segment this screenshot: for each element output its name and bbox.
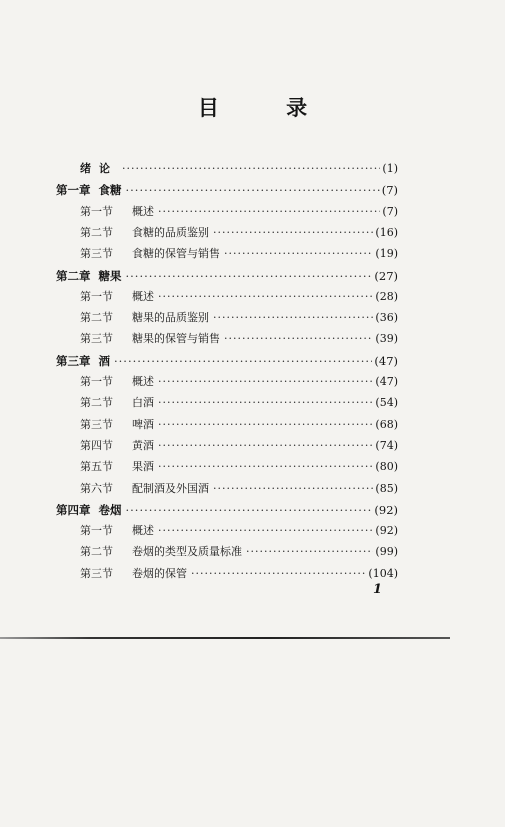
toc-entry-page: (7) — [382, 204, 398, 218]
leader-dots — [224, 330, 373, 348]
page-title: 目 录 — [197, 96, 338, 120]
leader-dots — [114, 352, 372, 370]
leader-dots — [191, 565, 366, 583]
toc-entry-page: (47) — [375, 375, 398, 388]
toc-entry-page: (99) — [375, 545, 398, 559]
toc-entry-title: 酒 — [98, 353, 110, 368]
leader-dots — [158, 394, 373, 412]
leader-dots — [246, 543, 373, 561]
toc-entry-page: (92) — [374, 502, 398, 517]
leader-dots — [126, 181, 380, 199]
toc-entry-label: 第四节 — [80, 438, 113, 452]
toc-entry-label: 第二章 — [56, 268, 91, 283]
toc-entry-page: (27) — [374, 268, 398, 283]
toc-entry — [80, 458, 398, 476]
toc-entry-title: 卷烟的类型及质量标准 — [132, 545, 242, 559]
leader-dots — [158, 437, 373, 455]
toc-entry-label: 第三节 — [80, 247, 113, 261]
toc-entry — [80, 203, 398, 221]
toc-entry-title: 概述 — [132, 524, 154, 538]
toc-entry-label: 第六节 — [80, 481, 113, 495]
toc-entry — [56, 501, 398, 519]
toc-entry-title: 食糖 — [98, 183, 122, 198]
leader-dots — [158, 288, 373, 306]
toc-entry-label: 第一节 — [80, 524, 113, 538]
toc-entry-label: 第二节 — [80, 545, 113, 559]
toc-entry-label: 第一节 — [80, 289, 113, 303]
toc-entry-page: (39) — [375, 332, 398, 346]
toc-entry-title: 配制酒及外国酒 — [132, 481, 209, 495]
toc-entry-title: 概述 — [132, 289, 154, 303]
toc-entry-label: 第一章 — [56, 183, 91, 198]
toc-entry — [80, 288, 398, 306]
leader-dots — [158, 373, 373, 391]
toc-entry-page: (54) — [375, 396, 398, 410]
toc-entry-label: 第三章 — [56, 353, 91, 368]
toc-entry-title: 概述 — [132, 204, 154, 218]
toc-entry-page: (47) — [374, 353, 398, 368]
toc-entry — [80, 373, 398, 391]
toc-entry-page: (85) — [375, 481, 398, 495]
toc-entry — [80, 543, 398, 561]
toc-entry-page: (74) — [375, 438, 398, 452]
toc-entry-title: 黄酒 — [132, 438, 154, 452]
toc-entry-title: 糖果的品质鉴别 — [132, 311, 209, 325]
leader-dots — [213, 224, 373, 242]
toc-entry-title: 果酒 — [132, 460, 154, 474]
toc-entry — [80, 565, 398, 583]
toc-entry-label: 第二节 — [80, 396, 113, 410]
toc-entry-page: (1) — [382, 162, 398, 175]
toc-entry-title: 概述 — [132, 375, 154, 388]
toc-entry — [80, 522, 398, 540]
toc-entry-label: 第三节 — [80, 417, 113, 431]
leader-dots — [224, 245, 373, 263]
toc-entry — [80, 437, 398, 455]
toc-entry-title: 啤酒 — [132, 417, 154, 431]
toc-entry-title: 卷烟的保管 — [132, 566, 187, 580]
bottom-rule — [0, 637, 450, 639]
toc-entry-title: 卷烟 — [98, 502, 122, 517]
leader-dots — [213, 309, 373, 327]
toc-entry-page: (16) — [375, 225, 398, 239]
toc-entry — [80, 309, 398, 327]
leader-dots — [126, 501, 373, 519]
toc-entry-label: 第一节 — [80, 375, 113, 388]
toc-entry-page: (36) — [375, 311, 398, 325]
toc-entry-label: 绪论 — [80, 162, 118, 175]
toc-entry — [56, 181, 398, 199]
toc-entry-page: (28) — [375, 289, 398, 303]
toc-entry — [80, 394, 398, 412]
toc-entry-label: 第四章 — [56, 502, 91, 517]
toc-entry — [56, 267, 398, 285]
toc-entry — [56, 352, 398, 370]
toc-entry — [80, 330, 398, 348]
toc-entry-title: 食糖的保管与销售 — [132, 247, 220, 261]
leader-dots — [126, 267, 373, 285]
toc-entry-title: 食糖的品质鉴别 — [132, 225, 209, 239]
toc-entry-label: 第三节 — [80, 332, 113, 346]
toc-entry — [80, 480, 398, 498]
toc-entry-page: (19) — [375, 247, 398, 261]
toc-entry-page: (68) — [375, 417, 398, 431]
toc-entry-page: (7) — [381, 183, 398, 198]
leader-dots — [158, 203, 380, 221]
toc-entry-label: 第一节 — [80, 204, 113, 218]
toc-entry — [80, 160, 398, 178]
toc-entry-title: 糖果 — [98, 268, 122, 283]
toc-entry-label: 第三节 — [80, 566, 113, 580]
leader-dots — [158, 458, 373, 476]
toc-entry — [80, 245, 398, 263]
leader-dots — [122, 160, 380, 178]
toc-entry-page: (104) — [368, 566, 398, 580]
toc-entry-label: 第二节 — [80, 225, 113, 239]
toc-entry-label: 第五节 — [80, 460, 113, 474]
leader-dots — [158, 416, 373, 434]
toc-entry-page: (80) — [375, 460, 398, 474]
toc-entry-page: (92) — [375, 524, 398, 538]
toc-entry — [80, 224, 398, 242]
page-number: 1 — [373, 582, 383, 597]
leader-dots — [158, 522, 373, 540]
toc-entry — [80, 416, 398, 434]
toc-entry-title: 白酒 — [132, 396, 154, 410]
leader-dots — [213, 480, 373, 498]
toc-entry-label: 第二节 — [80, 311, 113, 325]
toc-entry-title: 糖果的保管与销售 — [132, 332, 220, 346]
